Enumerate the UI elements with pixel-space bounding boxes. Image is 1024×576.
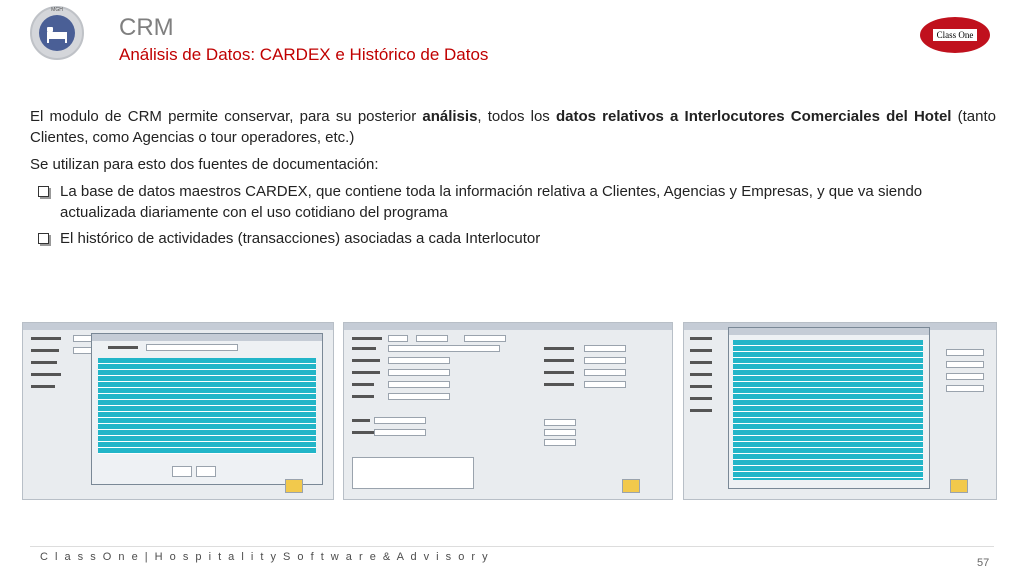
checkbox-bullet-icon bbox=[38, 233, 49, 244]
results-table[interactable] bbox=[733, 340, 923, 480]
screenshot-cardex-detail bbox=[343, 322, 673, 500]
page-number: 57 bbox=[977, 557, 990, 569]
screenshot-reservations bbox=[683, 322, 997, 500]
search-dialog bbox=[91, 333, 323, 485]
window-titlebar bbox=[344, 323, 672, 330]
brand-label: Class One bbox=[933, 29, 978, 41]
content-area bbox=[30, 106, 996, 254]
help-button[interactable] bbox=[285, 479, 303, 493]
dialog-titlebar bbox=[729, 328, 929, 335]
observaciones-box[interactable] bbox=[352, 457, 474, 489]
dialog-titlebar bbox=[92, 334, 322, 341]
nav-button[interactable] bbox=[172, 466, 192, 477]
footer-company: C l a s s O n e | H o s p i t a l i t y S o f t w a r e & A d v i s o r y bbox=[40, 551, 490, 563]
page-title: CRM bbox=[119, 14, 174, 41]
bullet-item: La base de datos maestros CARDEX, que contiene toda la información relativa a Clientes, Agencias y Empresas, y que va siendo actualizada diariamente con el uso cotidiano del programa bbox=[30, 181, 996, 223]
help-button[interactable] bbox=[950, 479, 968, 493]
footer-divider bbox=[30, 546, 994, 547]
results-table[interactable] bbox=[98, 358, 316, 454]
logo-text: MGH bbox=[51, 7, 63, 13]
window-titlebar bbox=[23, 323, 333, 330]
hotel-logo bbox=[30, 6, 84, 60]
brand-logo bbox=[920, 17, 990, 53]
nav-button[interactable] bbox=[196, 466, 216, 477]
bullet-item: El histórico de actividades (transacciones) asociadas a cada Interlocutor bbox=[30, 228, 996, 249]
bed-icon bbox=[39, 15, 75, 51]
cardex-consult-dialog bbox=[728, 327, 930, 489]
help-button[interactable] bbox=[622, 479, 640, 493]
checkbox-bullet-icon bbox=[38, 186, 49, 197]
page-subtitle: Análisis de Datos: CARDEX e Histórico de Datos bbox=[119, 45, 489, 64]
sources-line: Se utilizan para esto dos fuentes de documentación: bbox=[30, 156, 379, 173]
screenshot-cardex-search bbox=[22, 322, 334, 500]
intro-paragraph: El modulo de CRM permite conservar, para su posterior análisis, todos los datos relativos a Interlocutores Comerciales del Hotel (tanto Clientes, como Agencias o tour operadores, etc.) bbox=[30, 108, 996, 146]
